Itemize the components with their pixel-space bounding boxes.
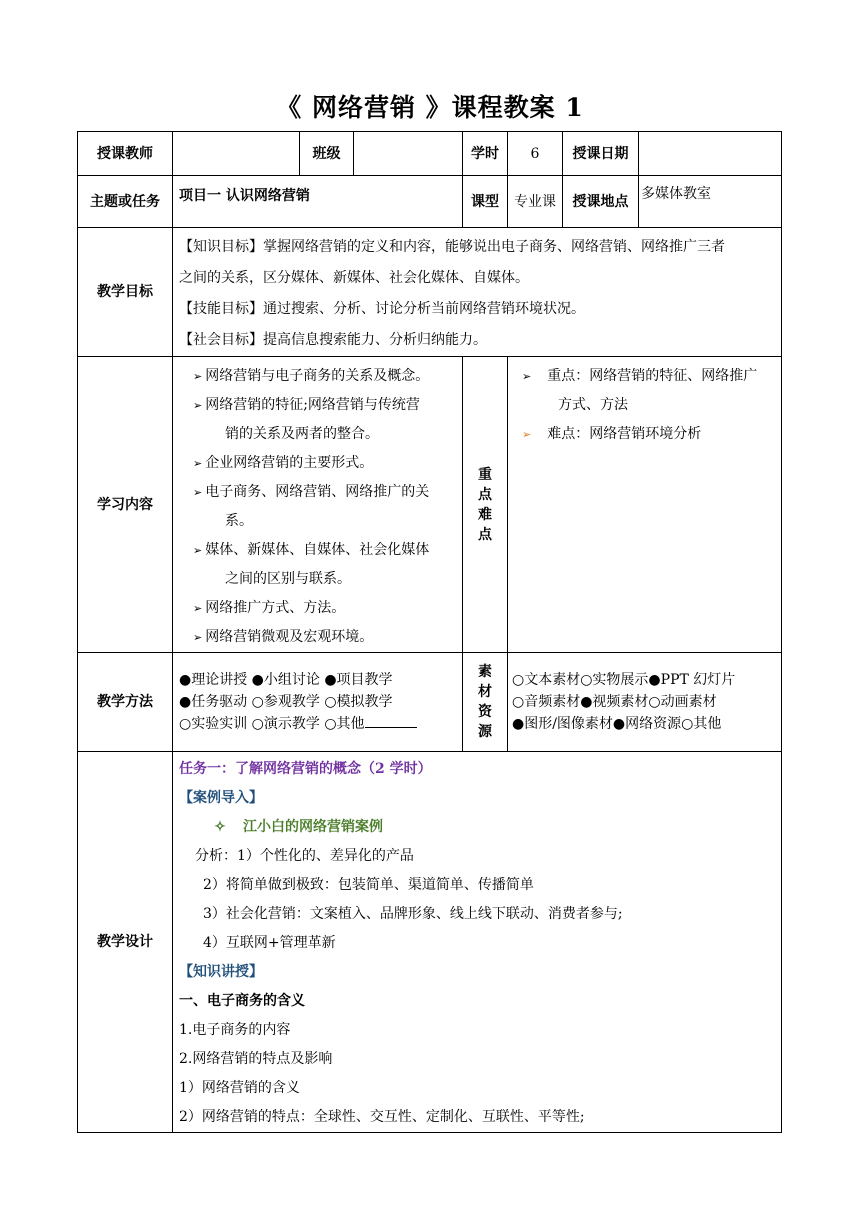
- analysis-3: 3）社会化营销：文案植入、品牌形象、线上线下联动、消费者参与;: [203, 906, 623, 922]
- difficulty-point: ➢ 难点：网络营销环境分析: [522, 426, 702, 442]
- arrow-bullet-icon: ➢: [193, 370, 203, 383]
- info-row-2: [78, 176, 782, 228]
- topic-value: 项目一 认识网络营销: [173, 176, 463, 228]
- resources-cell: [508, 653, 782, 752]
- design-cell: [173, 752, 782, 1133]
- arrow-bullet-icon: ➢: [193, 602, 203, 615]
- list-item: ➢ 媒体、新媒体、自媒体、社会化媒体 之间的区别与联系。: [193, 542, 430, 587]
- teacher-label: 授课教师: [78, 132, 173, 176]
- type-label: 课型: [463, 176, 508, 228]
- design-row: [78, 752, 782, 1133]
- list-item: ➢ 企业网络营销的主要形式。: [193, 455, 374, 471]
- analysis-1: 分析：1）个性化的、差异化的产品: [195, 848, 414, 864]
- methods-line-1: ●理论讲授 ●小组讨论 ●项目教学: [179, 672, 393, 688]
- knowledge-objective-line-2: 之间的关系，区分媒体、新媒体、社会化媒体、自媒体。: [179, 270, 529, 286]
- arrow-bullet-icon: ➢: [193, 399, 203, 412]
- arrow-bullet-icon: ➢: [522, 370, 532, 383]
- resources-label: 素 材 资 源: [463, 653, 508, 752]
- resources-line-2: ○音频素材●视频素材○动画素材: [512, 694, 717, 710]
- methods-cell: [173, 653, 463, 752]
- arrow-bullet-icon: ➢: [193, 457, 203, 470]
- class-label: 班级: [300, 132, 354, 176]
- arrow-bullet-icon: ➢: [193, 486, 203, 499]
- topic-label: 主题或任务: [78, 176, 173, 228]
- lecture-heading: 【知识讲授】: [179, 964, 263, 980]
- methods-line-3: ○实验实训 ○演示教学 ○其他: [173, 713, 462, 735]
- design-item-4: 2）网络营销的特点：全球性、交互性、定制化、互联性、平等性;: [179, 1109, 585, 1125]
- resources-line-1: ○文本素材○实物展示●PPT 幻灯片: [512, 672, 736, 688]
- design-item-2: 2.网络营销的特点及影响: [179, 1051, 333, 1067]
- arrow-bullet-icon: ➢: [193, 544, 203, 557]
- key-points-label: 重 点 难 点: [463, 357, 508, 653]
- methods-line-2: ●任务驱动 ○参观教学 ○模拟教学: [179, 694, 393, 710]
- objectives-row: [78, 228, 782, 357]
- analysis-2: 2）将简单做到极致：包装简单、渠道简单、传播简单: [203, 877, 534, 893]
- social-objective: 【社会目标】提高信息搜索能力、分析归纳能力。: [179, 332, 487, 348]
- hours-label: 学时: [463, 132, 508, 176]
- date-label: 授课日期: [563, 132, 639, 176]
- skill-objective: 【技能目标】通过搜索、分析、讨论分析当前网络营销环境状况。: [179, 301, 585, 317]
- content-label: 学习内容: [78, 357, 173, 653]
- section-heading: 一、电子商务的含义: [179, 993, 305, 1009]
- diamond-icon: ✧: [214, 819, 226, 835]
- resources-line-3: ●图形/图像素材●网络资源○其他: [512, 716, 722, 732]
- hours-value: 6: [508, 132, 563, 176]
- teacher-value: [173, 132, 300, 176]
- case-intro-heading: 【案例导入】: [179, 790, 263, 806]
- place-value: 多媒体教室: [639, 176, 782, 228]
- case-title: ✧ 江小白的网络营销案例: [173, 813, 781, 842]
- analysis-4: 4）互联网+管理革新: [203, 935, 336, 951]
- design-item-3: 1）网络营销的含义: [179, 1080, 300, 1096]
- knowledge-objective-line-1: 【知识目标】掌握网络营销的定义和内容，能够说出电子商务、网络营销、网络推广三者: [179, 239, 725, 255]
- blank-underline: [365, 713, 417, 728]
- key-points-cell: [508, 357, 782, 653]
- key-point: ➢ 重点：网络营销的特征、网络推广 方式、方法: [522, 368, 758, 413]
- list-item: ➢ 电子商务、网络营销、网络推广的关 系。: [193, 484, 430, 529]
- arrow-bullet-icon: ➢: [522, 428, 532, 441]
- lesson-plan-table: [77, 131, 782, 1133]
- list-item: ➢ 网络营销与电子商务的关系及概念。: [193, 368, 430, 384]
- info-row-1: [78, 132, 782, 176]
- methods-label: 教学方法: [78, 653, 173, 752]
- list-item: ➢ 网络营销微观及宏观环境。: [193, 629, 374, 645]
- type-value: 专业课: [508, 176, 563, 228]
- design-label: 教学设计: [78, 752, 173, 1133]
- page-title: 《 网络营销 》课程教案 1: [276, 93, 584, 122]
- class-value: [354, 132, 463, 176]
- objectives-cell: [173, 228, 782, 357]
- place-label: 授课地点: [563, 176, 639, 228]
- content-list: [173, 357, 463, 653]
- methods-row: [78, 653, 782, 752]
- content-row: [78, 357, 782, 653]
- design-item-1: 1.电子商务的内容: [179, 1022, 291, 1038]
- list-item: ➢ 网络推广方式、方法。: [193, 600, 346, 616]
- task-title: 任务一：了解网络营销的概念（2 学时）: [179, 761, 432, 777]
- objectives-label: 教学目标: [78, 228, 173, 357]
- list-item: ➢ 网络营销的特征;网络营销与传统营 销的关系及两者的整合。: [193, 397, 420, 442]
- date-value: [639, 132, 782, 176]
- arrow-bullet-icon: ➢: [193, 631, 203, 644]
